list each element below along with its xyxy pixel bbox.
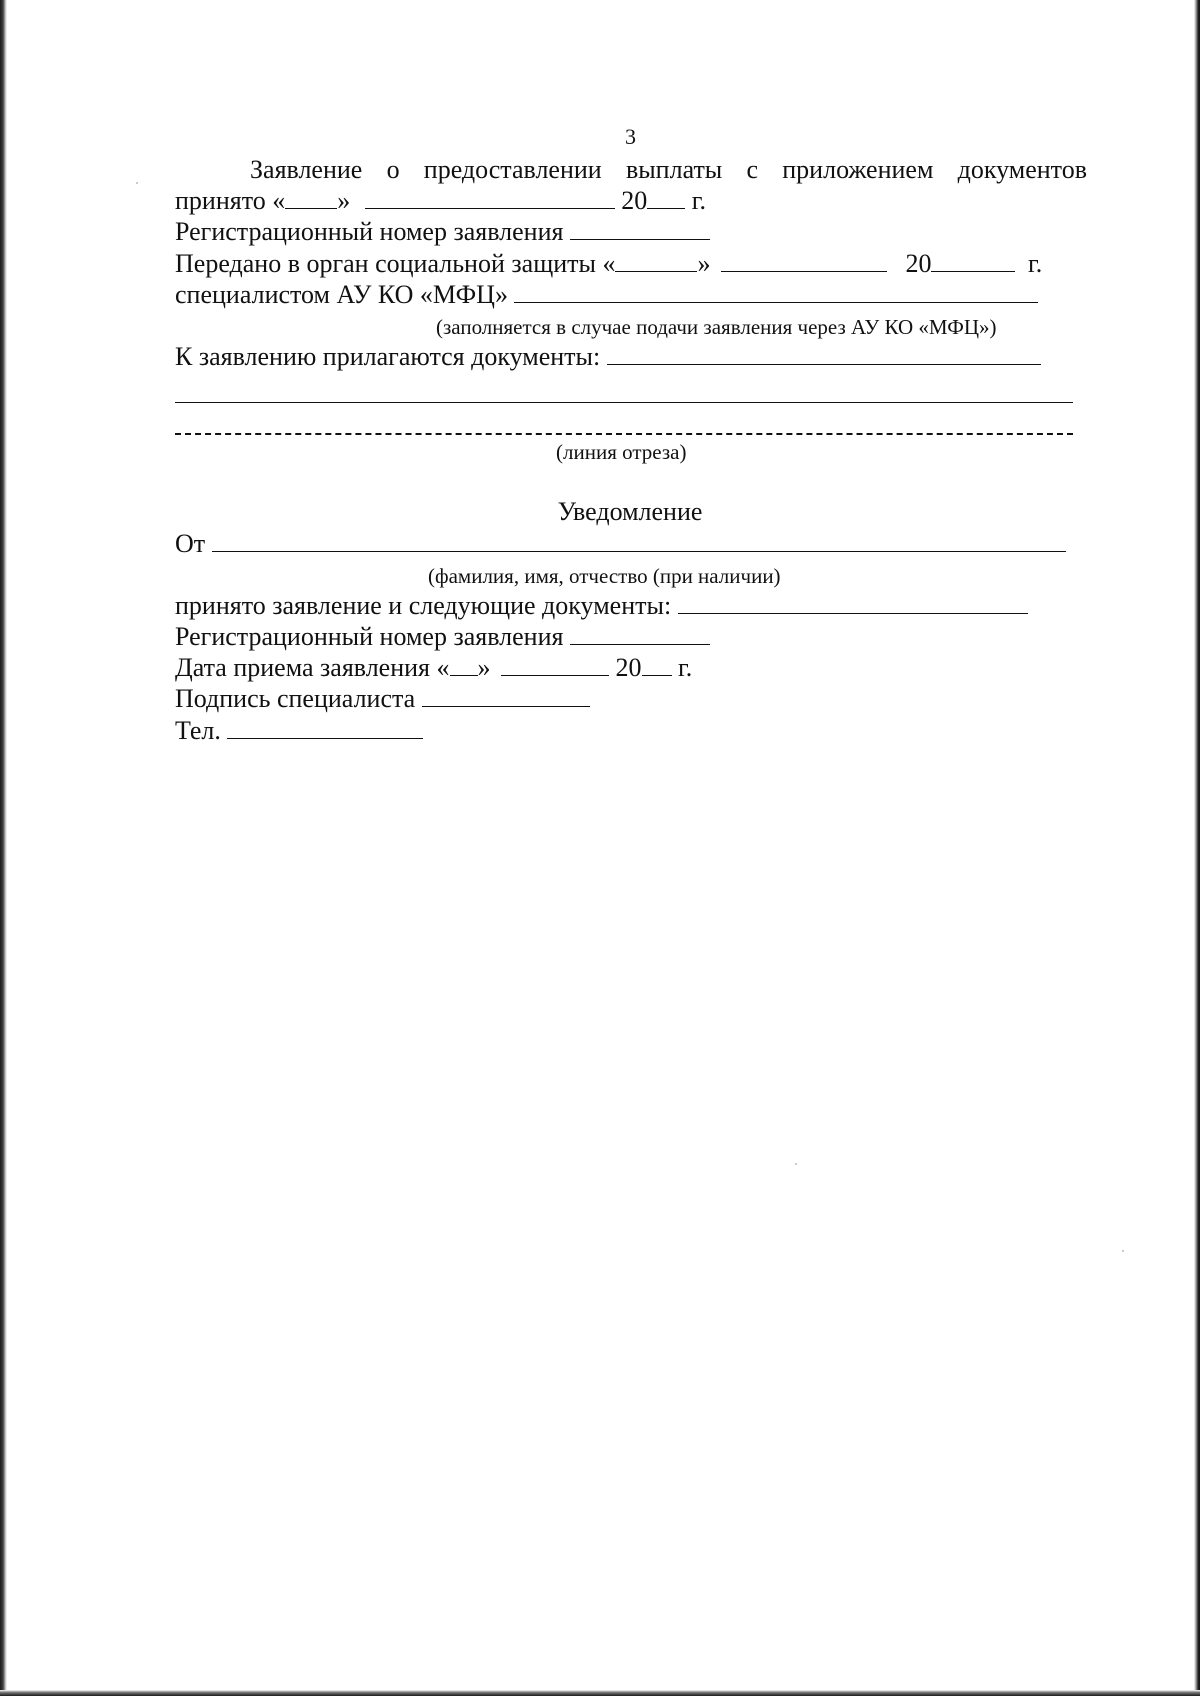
- date-year-suffix: г.: [678, 653, 693, 682]
- accepted-docs-label: принято заявление и следующие документы:: [175, 591, 672, 620]
- accepted-year-suffix: г.: [691, 186, 706, 215]
- page-number: 3: [625, 124, 636, 149]
- intro-word: приложением: [782, 155, 934, 184]
- accepted-quote-close: »: [337, 186, 351, 215]
- attachments-blank[interactable]: [607, 344, 1041, 365]
- attachments-label: К заявлению прилагаются документы:: [175, 342, 601, 371]
- intro-word: документов: [957, 155, 1087, 184]
- registration-number-blank[interactable]: [570, 219, 710, 240]
- date-year-prefix: 20: [615, 653, 642, 682]
- accepted-day-blank[interactable]: [285, 188, 337, 209]
- registration-line: [175, 217, 710, 247]
- attachments-continuation-line[interactable]: [175, 402, 1073, 403]
- signature-label: Подпись специалиста: [175, 684, 416, 713]
- from-line: [175, 529, 1066, 559]
- intro-word: выплаты: [625, 155, 723, 184]
- phone-blank[interactable]: [227, 718, 423, 739]
- intro-word: предоставлении: [423, 155, 602, 184]
- cut-line-label: (линия отреза): [556, 440, 687, 464]
- transferred-month-blank[interactable]: [721, 251, 887, 272]
- accepted-prefix: принято «: [175, 186, 286, 215]
- transferred-line: [175, 249, 1042, 279]
- accepted-year-prefix: 20: [621, 186, 648, 215]
- intro-word: Заявление: [250, 155, 363, 184]
- registration-label: Регистрационный номер заявления: [175, 217, 564, 246]
- application-intro: [175, 155, 1087, 185]
- scan-edge-bottom: [0, 1690, 1200, 1696]
- from-label: От: [175, 529, 206, 558]
- scan-speck: [795, 1163, 797, 1165]
- transferred-year-blank[interactable]: [931, 251, 1015, 272]
- specialist-name-blank[interactable]: [514, 282, 1038, 303]
- date-month-blank[interactable]: [501, 655, 609, 676]
- cut-line: [175, 433, 1073, 435]
- date-quote-close: »: [477, 653, 491, 682]
- phone-label: Тел.: [175, 716, 221, 745]
- specialist-note: (заполняется в случае подачи заявления через АУ КО «МФЦ»): [436, 315, 997, 339]
- accepted-month-blank[interactable]: [365, 188, 615, 209]
- signature-blank[interactable]: [422, 686, 590, 707]
- notification-registration-line: [175, 622, 710, 652]
- accepted-docs-blank[interactable]: [678, 593, 1028, 614]
- attachments-line: [175, 342, 1041, 372]
- signature-line: [175, 684, 590, 714]
- from-name-blank[interactable]: [212, 531, 1066, 552]
- application-intro-words: [175, 155, 1087, 185]
- intro-word: с: [746, 155, 759, 184]
- transferred-day-blank[interactable]: [615, 251, 697, 272]
- transferred-quote-close: »: [697, 249, 711, 278]
- intro-word: о: [386, 155, 400, 184]
- scan-edge-right: [1194, 0, 1200, 1696]
- date-prefix: Дата приема заявления «: [175, 653, 450, 682]
- transferred-year-suffix: г.: [1027, 249, 1043, 278]
- transferred-prefix: Передано в орган социальной защиты «: [175, 249, 616, 278]
- notification-registration-blank[interactable]: [570, 624, 710, 645]
- specialist-label: специалистом АУ КО «МФЦ»: [175, 280, 508, 309]
- accepted-line: [175, 186, 706, 216]
- from-note: (фамилия, имя, отчество (при наличии): [428, 564, 781, 588]
- scan-edge-left: [0, 0, 7, 1696]
- specialist-line: [175, 280, 1038, 310]
- date-year-blank[interactable]: [642, 655, 672, 676]
- scan-speck: [136, 182, 138, 184]
- notification-registration-label: Регистрационный номер заявления: [175, 622, 564, 651]
- scan-speck: [1122, 1250, 1124, 1252]
- date-line: [175, 653, 692, 683]
- accepted-year-blank[interactable]: [647, 188, 685, 209]
- phone-line: [175, 716, 423, 746]
- transferred-year-prefix: 20: [905, 249, 932, 278]
- accepted-docs-line: [175, 591, 1028, 621]
- date-day-blank[interactable]: [450, 655, 478, 676]
- notification-title: Уведомление: [557, 497, 703, 526]
